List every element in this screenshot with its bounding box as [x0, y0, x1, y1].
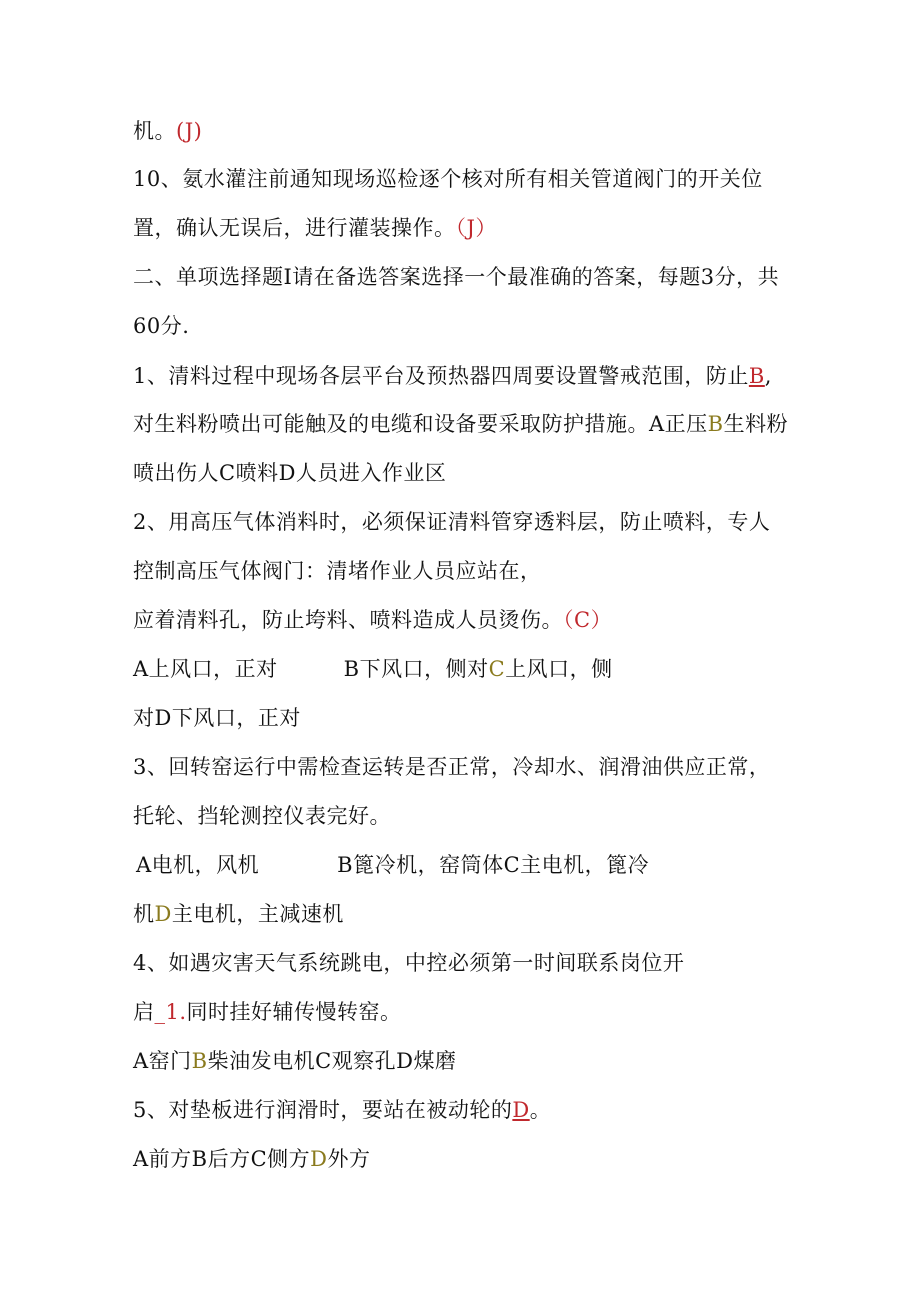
- question-text: 10、氨水灌注前通知现场巡检逐个核对所有相关管道阀门的开关位: [133, 167, 763, 191]
- question-5: [133, 1095, 551, 1125]
- text-fragment: 。: [529, 1098, 552, 1122]
- question-3-options-cont: [133, 899, 344, 929]
- question-text: 控制高压气体阀门：清堵作业人员应站在，: [133, 559, 542, 583]
- question-5-options: [133, 1144, 371, 1174]
- question-1: [133, 361, 772, 391]
- question-text: 应着清料孔，防止垮料、喷料造成人员烫伤。: [133, 608, 563, 632]
- question-text: 4、如遇灾害天气系统跳电，中控必须第一时间联系岗位开: [133, 951, 685, 975]
- question-text: 1、清料过程中现场各层平台及预热器四周要设置警戒范围，防止: [133, 364, 749, 388]
- option-text: 主电机，主减速机: [171, 902, 344, 926]
- option-letter: C: [488, 657, 506, 681]
- question-3: [133, 752, 770, 782]
- answer-mark: _1.: [154, 1000, 187, 1024]
- section-heading-text: 60分.: [133, 314, 190, 338]
- option-text: 机: [133, 902, 155, 926]
- option-text: B篦冷机，窑筒体C主电机，篦冷: [337, 853, 650, 877]
- text-fragment: ,: [764, 364, 772, 388]
- text-line-3: [133, 213, 497, 243]
- option-text: 生料粉: [723, 412, 789, 436]
- text-fragment: 机。: [133, 119, 176, 143]
- answer-mark: B: [748, 364, 765, 388]
- option-text: A上风口，正对: [133, 657, 278, 681]
- option-letter: D: [310, 1147, 328, 1171]
- answer-mark: (J): [176, 119, 203, 143]
- question-2: [133, 507, 770, 537]
- option-letter: B: [707, 412, 724, 436]
- option-text: B下风口，侧对: [343, 657, 489, 681]
- option-text: A电机，风机: [136, 853, 260, 877]
- option-text: 外方: [327, 1147, 371, 1171]
- section-heading-text: 二、单项选择题I请在备选答案选择一个最准确的答案，每题3分，共: [133, 265, 780, 289]
- section-heading: [133, 262, 779, 292]
- text-line-1: [133, 116, 202, 146]
- question-2-cont2: [133, 605, 612, 635]
- option-text: A前方B后方C侧方: [133, 1147, 311, 1171]
- question-text: 2、用高压气体消料时，必须保证清料管穿透料层，防止喷料，专人: [133, 510, 771, 534]
- option-text: 喷出伤人C喷料D人员进入作业区: [133, 461, 447, 485]
- answer-mark: （J）: [455, 216, 497, 240]
- question-3-options: [136, 850, 649, 880]
- question-2-cont: [133, 556, 542, 586]
- question-2-options-cont: [133, 703, 301, 733]
- question-4: [133, 948, 684, 978]
- option-text: 上风口，侧: [505, 657, 613, 681]
- question-text: 托轮、挡轮测控仪表完好。: [133, 804, 391, 828]
- question-text: 同时挂好辅传慢转窑。: [186, 1000, 402, 1024]
- option-text: 柴油发电机C观察孔D煤磨: [207, 1049, 457, 1073]
- question-4-cont: [133, 997, 402, 1027]
- question-text: 置，确认无误后，进行灌装操作。: [133, 216, 456, 240]
- section-heading-cont: [133, 311, 189, 341]
- question-text: 5、对垫板进行润滑时，要站在被动轮的: [133, 1098, 513, 1122]
- question-text: 启: [133, 1000, 155, 1024]
- question-text: 3、回转窑运行中需检查运转是否正常，冷却水、润滑油供应正常，: [133, 755, 771, 779]
- option-letter: D: [154, 902, 172, 926]
- answer-mark: D: [512, 1098, 530, 1122]
- option-text: 对D下风口，正对: [133, 706, 301, 730]
- question-10: [133, 164, 763, 194]
- question-1-options: [133, 458, 446, 488]
- question-2-options: [133, 654, 613, 684]
- answer-mark: （C）: [563, 608, 613, 632]
- question-3-cont: [133, 801, 391, 831]
- question-1-cont: [133, 409, 788, 439]
- option-text: A窑门: [133, 1049, 192, 1073]
- option-letter: B: [191, 1049, 208, 1073]
- question-4-options: [133, 1046, 457, 1076]
- question-text: 对生料粉喷出可能触及的电缆和设备要采取防护措施。A正压: [133, 412, 708, 436]
